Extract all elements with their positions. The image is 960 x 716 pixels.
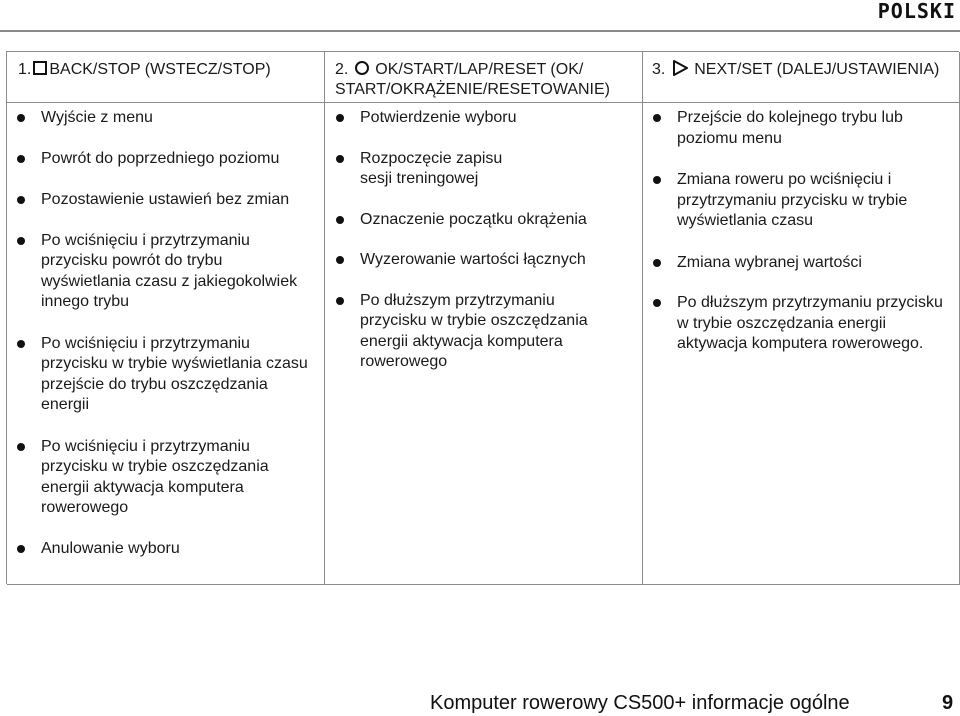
page-number: 9 <box>942 692 954 714</box>
list-item <box>647 253 952 274</box>
column-heading-back-stop <box>18 60 318 80</box>
list-item-text: Po dłuższym przytrzymaniu przycisku w trybie oszczędzania energii aktywacja komputera rowerowego <box>360 291 588 370</box>
list-item-text: Przejście do kolejnego trybu lub poziomu menu <box>677 109 903 147</box>
list-item <box>647 170 952 232</box>
next-set-functions-list <box>647 108 952 355</box>
list-item-text: Pozostawienie ustawień bez zmian <box>41 191 290 208</box>
list-item <box>330 210 630 231</box>
language-label: POLSKI <box>877 0 956 23</box>
list-item <box>647 108 952 149</box>
list-item-text: Wyzerowanie wartości łącznych <box>360 251 586 268</box>
list-item <box>330 149 630 190</box>
header-rule <box>0 30 960 32</box>
circle-icon <box>355 61 369 75</box>
bullet-icon <box>17 155 25 163</box>
bullet-icon <box>17 237 25 245</box>
list-item-text: Potwierdzenie wyboru <box>360 109 517 126</box>
list-item <box>330 108 630 129</box>
list-item-text: Wyjście z menu <box>41 109 153 126</box>
list-item <box>11 231 311 313</box>
table-bottom-border <box>7 584 960 585</box>
bullet-icon <box>653 176 661 184</box>
column-number: 1. <box>18 61 32 78</box>
list-item-text: Powrót do poprzedniego poziomu <box>41 149 280 167</box>
bullet-icon <box>17 196 25 204</box>
list-item-text: Oznaczenie początku okrążenia <box>360 210 587 228</box>
column-heading-text: BACK/STOP (WSTECZ/STOP) <box>49 61 271 78</box>
list-item-text: Anulowanie wyboru <box>41 539 180 557</box>
bullet-icon <box>653 114 661 122</box>
back-stop-functions-list <box>11 108 311 559</box>
bullet-icon <box>336 114 344 122</box>
bullet-icon <box>653 259 661 267</box>
column-heading-ok-start <box>335 60 635 100</box>
bullet-icon <box>336 155 344 163</box>
list-item <box>11 539 311 560</box>
column-heading-text: NEXT/SET (DALEJ/USTAWIENIA) <box>694 61 940 78</box>
bullet-icon <box>17 545 25 553</box>
play-triangle-icon <box>672 60 688 76</box>
list-item <box>11 190 311 211</box>
footer-title: Komputer rowerowy CS500+ informacje ogólne <box>430 692 850 714</box>
ok-start-functions-list <box>330 108 630 373</box>
list-item-text: Rozpoczęcie zapisu sesji treningowej <box>360 149 503 187</box>
list-item-text: Po dłuższym przytrzymaniu przycisku w trybie oszczędzania energii aktywacja komputera rowerowego. <box>677 294 943 352</box>
list-item <box>330 291 630 373</box>
list-item <box>330 250 630 271</box>
list-item <box>11 108 311 129</box>
column-heading-text: OK/START/LAP/RESET (OK/ START/OKRĄŻENIE/RESETOWANIE) <box>335 61 610 98</box>
list-item-text: Po wciśnięciu i przytrzymaniu przycisku w trybie oszczędzania energii aktywacja komputera rowerowego <box>41 437 269 516</box>
bullet-icon <box>336 297 344 305</box>
bullet-icon <box>17 443 25 451</box>
bullet-icon <box>336 256 344 264</box>
list-item-text: Zmiana roweru po wciśnięciu i przytrzymaniu przycisku w trybie wyświetlania czasu <box>677 171 908 229</box>
bullet-icon <box>336 216 344 224</box>
list-item-text: Po wciśnięciu i przytrzymaniu przycisku powrót do trybu wyświetlania czasu z jakiegokolwiek innego trybu <box>41 231 298 310</box>
bullet-icon <box>17 340 25 348</box>
column-heading-next-set <box>652 60 952 80</box>
column-divider <box>642 52 643 585</box>
list-item-text: Zmiana wybranej wartości <box>677 253 862 271</box>
list-item <box>11 149 311 170</box>
header-row-divider <box>7 102 960 103</box>
bullet-icon <box>17 114 25 122</box>
column-number: 2. <box>335 61 349 78</box>
square-icon <box>33 61 47 75</box>
list-item <box>11 437 311 519</box>
column-number: 3. <box>652 61 666 78</box>
list-item-text: Po wciśnięciu i przytrzymaniu przycisku w trybie wyświetlania czasu przejście do trybu oszczędzania energii <box>41 334 308 413</box>
bullet-icon <box>653 299 661 307</box>
list-item <box>647 293 952 355</box>
list-item <box>11 334 311 416</box>
column-divider <box>324 52 325 585</box>
